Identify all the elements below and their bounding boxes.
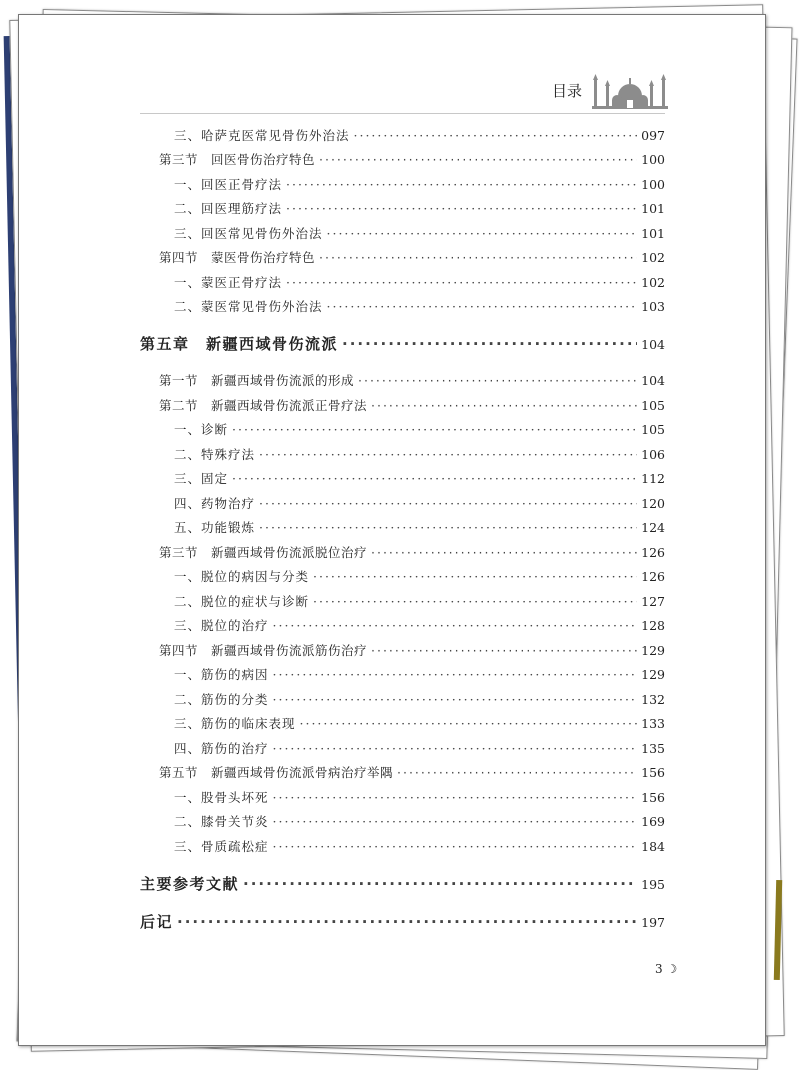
mosque-skyline-icon	[590, 72, 670, 110]
page-header-title: 目录	[552, 82, 583, 100]
toc-entry-section[interactable]	[140, 398, 665, 414]
toc-entry-page: 197	[641, 915, 665, 930]
toc-entry-label: 三、固定	[174, 471, 229, 486]
toc-leader-dots	[354, 128, 638, 144]
toc-entry-label: 二、脱位的症状与诊断	[174, 594, 310, 609]
toc-leader-dots	[342, 336, 637, 352]
toc-entry-page: 103	[641, 299, 665, 314]
toc-entry-page: 120	[641, 496, 665, 511]
toc-entry-label: 第一节 新疆西域骨伤流派的形成	[159, 373, 355, 388]
toc-entry-label: 一、筋伤的病因	[174, 667, 269, 682]
toc-entry-label: 三、筋伤的临床表现	[174, 716, 296, 731]
toc-leader-dots	[273, 839, 638, 855]
toc-entry-section[interactable]	[140, 250, 665, 266]
toc-entry-label: 第五章 新疆西域骨伤流派	[140, 335, 339, 353]
toc-entry-page: 102	[641, 275, 665, 290]
toc-entry-item[interactable]	[140, 447, 665, 463]
toc-entry-label: 一、诊断	[174, 422, 229, 437]
toc-leader-dots	[327, 299, 638, 315]
toc-leader-dots	[273, 814, 638, 830]
toc-entry-label: 第三节 回医骨伤治疗特色	[159, 152, 316, 167]
toc-entry-label: 一、脱位的病因与分类	[174, 569, 310, 584]
toc-entry-page: 129	[641, 643, 665, 658]
page-number: 3 ☽	[655, 962, 678, 976]
toc-entry-label: 三、哈萨克医常见骨伤外治法	[174, 128, 350, 143]
toc-entry-page: 129	[641, 667, 665, 682]
toc-entry-label: 第二节 新疆西域骨伤流派正骨疗法	[159, 398, 368, 413]
toc-leader-dots	[273, 790, 638, 806]
toc-entry-page: 102	[641, 250, 665, 265]
toc-leader-dots	[358, 373, 637, 389]
toc-entry-page: 126	[641, 545, 665, 560]
toc-entry-label: 三、回医常见骨伤外治法	[174, 226, 323, 241]
toc-entry-section[interactable]	[140, 373, 665, 389]
toc-leader-dots	[286, 177, 637, 193]
toc-leader-dots	[259, 496, 637, 512]
toc-leader-dots	[313, 594, 637, 610]
toc-entry-page: 101	[641, 226, 665, 241]
toc-entry-item[interactable]	[140, 201, 665, 217]
toc-entry-item[interactable]	[140, 716, 665, 732]
toc-entry-page: 124	[641, 520, 665, 535]
toc-entry-page: 156	[641, 765, 665, 780]
toc-entry-label: 五、功能锻炼	[174, 520, 256, 535]
toc-entry-page: 169	[641, 814, 665, 829]
toc-entry-page: 127	[641, 594, 665, 609]
toc-entry-label: 二、蒙医常见骨伤外治法	[174, 299, 323, 314]
toc-entry-page: 112	[641, 471, 665, 486]
toc-entry-item[interactable]	[140, 128, 665, 144]
toc-entry-page: 132	[641, 692, 665, 707]
toc-entry-label: 二、筋伤的分类	[174, 692, 269, 707]
toc-entry-item[interactable]	[140, 618, 665, 634]
toc-entry-item[interactable]	[140, 839, 665, 855]
toc-entry-page: 100	[641, 177, 665, 192]
toc-entry-page: 128	[641, 618, 665, 633]
toc-entry-label: 第三节 新疆西域骨伤流派脱位治疗	[159, 545, 368, 560]
toc-entry-page: 104	[641, 337, 665, 352]
toc-entry-label: 一、股骨头坏死	[174, 790, 269, 805]
toc-entry-chapter[interactable]	[140, 914, 665, 931]
toc-leader-dots	[259, 447, 637, 463]
toc-entry-label: 第五节 新疆西域骨伤流派骨病治疗举隅	[159, 765, 394, 780]
toc-leader-dots	[371, 398, 637, 414]
toc-entry-page: 106	[641, 447, 665, 462]
toc-leader-dots	[319, 152, 637, 168]
toc-entry-label: 三、脱位的治疗	[174, 618, 269, 633]
toc-leader-dots	[313, 569, 637, 585]
toc-entry-label: 第四节 新疆西域骨伤流派筋伤治疗	[159, 643, 368, 658]
toc-leader-dots	[397, 765, 637, 781]
header-rule	[140, 113, 665, 114]
toc-entry-item[interactable]	[140, 569, 665, 585]
toc-entry-item[interactable]	[140, 177, 665, 193]
toc-leader-dots	[232, 422, 637, 438]
toc-entry-page: 195	[641, 877, 665, 892]
toc-entry-page: 133	[641, 716, 665, 731]
toc-entry-item[interactable]	[140, 741, 665, 757]
toc-entry-item[interactable]	[140, 226, 665, 242]
toc-entry-section[interactable]	[140, 643, 665, 659]
toc-entry-item[interactable]	[140, 520, 665, 536]
toc-entry-label: 二、膝骨关节炎	[174, 814, 269, 829]
toc-entry-page: 104	[641, 373, 665, 388]
toc-leader-dots	[286, 275, 637, 291]
toc-entry-label: 一、蒙医正骨疗法	[174, 275, 283, 290]
toc-entry-item[interactable]	[140, 692, 665, 708]
toc-entry-page: 126	[641, 569, 665, 584]
toc-entry-item[interactable]	[140, 471, 665, 487]
toc-leader-dots	[273, 618, 638, 634]
toc-entry-item[interactable]	[140, 496, 665, 512]
toc-leader-dots	[243, 876, 637, 892]
toc-entry-item[interactable]	[140, 275, 665, 291]
toc-entry-label: 一、回医正骨疗法	[174, 177, 283, 192]
toc-entry-page: 101	[641, 201, 665, 216]
toc-entry-item[interactable]	[140, 667, 665, 683]
toc-leader-dots	[273, 692, 638, 708]
toc-entry-label: 四、药物治疗	[174, 496, 256, 511]
toc-leader-dots	[300, 716, 638, 732]
toc-entry-chapter[interactable]	[140, 876, 665, 893]
toc-entry-chapter[interactable]	[140, 336, 665, 353]
toc-entry-item[interactable]	[140, 790, 665, 806]
toc-leader-dots	[286, 201, 637, 217]
toc-entry-item[interactable]	[140, 594, 665, 610]
toc-entry-item[interactable]	[140, 814, 665, 830]
toc-entry-page: 184	[641, 839, 665, 854]
toc-leader-dots	[177, 914, 637, 930]
toc-entry-label: 第四节 蒙医骨伤治疗特色	[159, 250, 316, 265]
toc-entry-section[interactable]	[140, 152, 665, 168]
toc-entry-section[interactable]	[140, 765, 665, 781]
toc-leader-dots	[273, 667, 638, 683]
toc-leader-dots	[259, 520, 637, 536]
toc-leader-dots	[371, 643, 637, 659]
toc-leader-dots	[232, 471, 637, 487]
toc-entry-label: 后记	[140, 913, 174, 931]
toc-leader-dots	[327, 226, 638, 242]
toc-entry-label: 三、骨质疏松症	[174, 839, 269, 854]
toc-leader-dots	[273, 741, 638, 757]
toc-entry-label: 四、筋伤的治疗	[174, 741, 269, 756]
toc-entry-label: 二、特殊疗法	[174, 447, 256, 462]
toc-entry-page: 156	[641, 790, 665, 805]
toc-entry-item[interactable]	[140, 299, 665, 315]
toc-entry-label: 二、回医理筋疗法	[174, 201, 283, 216]
toc-entry-page: 097	[641, 128, 665, 143]
toc-entry-page: 105	[641, 422, 665, 437]
toc-leader-dots	[371, 545, 637, 561]
toc-entry-label: 主要参考文献	[140, 875, 240, 893]
toc-leader-dots	[319, 250, 637, 266]
toc-entry-item[interactable]	[140, 422, 665, 438]
toc-entry-section[interactable]	[140, 545, 665, 561]
toc-entry-page: 100	[641, 152, 665, 167]
toc-entry-page: 135	[641, 741, 665, 756]
toc-entry-page: 105	[641, 398, 665, 413]
